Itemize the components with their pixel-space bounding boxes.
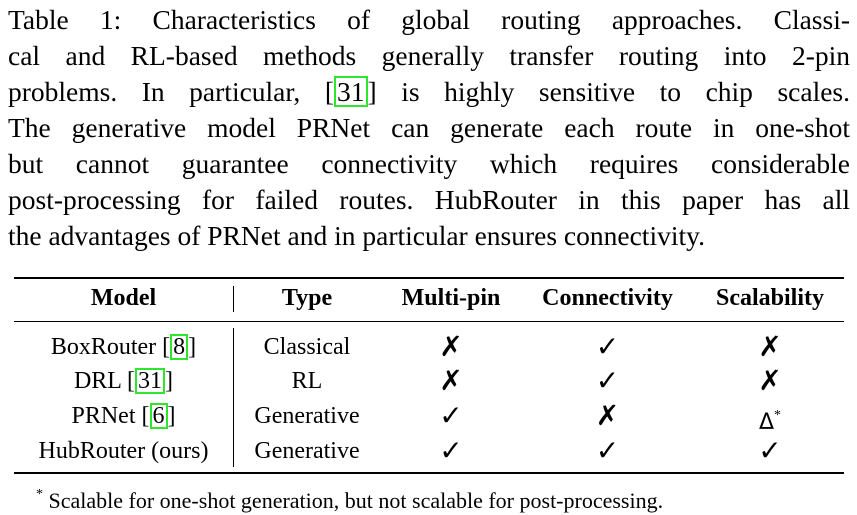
citation-bracket-open: [	[324, 76, 335, 107]
cross-icon: ✗	[595, 399, 620, 432]
citation-link-8[interactable]: 8	[170, 334, 188, 360]
header-connectivity: Connectivity	[542, 285, 673, 311]
table-caption	[8, 2, 850, 254]
table-footnote	[36, 481, 663, 515]
caption-line-1: Table 1: Characteristics of global routing approaches. Classi-	[8, 4, 850, 35]
table-bottom-rule	[14, 472, 844, 474]
citation-bracket-close: ]	[367, 76, 377, 107]
footnote-marker: *	[36, 487, 43, 502]
check-icon: ✓	[439, 434, 463, 467]
caption-line-2: cal and RL-based methods generally transfer routing into 2-pin	[8, 40, 850, 71]
caption-line-4: The generative model PRNet can generate each route in one-shot	[8, 112, 850, 143]
footnote-text: Scalable for one-shot generation, but not scalable for post-processing.	[48, 488, 664, 513]
table-row-type: Generative	[254, 403, 360, 429]
caption-line-3b: is highly sensitive to chip scales.	[401, 76, 850, 107]
caption-line-5: but cannot guarantee connectivity which requires considerable	[8, 148, 850, 179]
table-row-model: PRNet [ 6 ]	[71, 403, 176, 429]
citation-link-31[interactable]: 31	[334, 76, 368, 107]
header-multi-pin: Multi-pin	[401, 285, 501, 311]
table-row-type: Classical	[263, 334, 351, 360]
check-icon: ✓	[595, 330, 620, 363]
header-model: Model	[90, 285, 157, 311]
header-type: Type	[281, 285, 333, 311]
cross-icon: ✗	[758, 330, 782, 363]
cross-icon: ✗	[758, 364, 782, 397]
table-row-type: Generative	[254, 438, 360, 464]
header-scalability: Scalability	[715, 285, 824, 311]
check-icon: ✓	[439, 399, 463, 432]
caption-line-6: post-processing for failed routes. HubRouter in this paper has all	[8, 184, 850, 215]
check-icon: ✓	[595, 364, 620, 397]
cross-icon: ✗	[439, 330, 463, 363]
caption-line-3a: problems. In particular,	[8, 76, 301, 107]
delta-partial-icon: Δ*	[758, 408, 782, 435]
caption-line-3	[8, 74, 850, 110]
table-row-model: HubRouter (ours)	[38, 438, 209, 464]
table-row-model: DRL [ 31 ]	[73, 368, 174, 394]
check-icon: ✓	[595, 434, 620, 467]
citation-link-31[interactable]: 31	[135, 368, 165, 394]
caption-line-7: the advantages of PRNet and in particular ensures connectivity.	[8, 220, 705, 251]
table-header-rule	[14, 321, 844, 322]
citation-link-6[interactable]: 6	[150, 403, 168, 429]
table-row-type: RL	[291, 368, 323, 394]
cross-icon: ✗	[439, 364, 463, 397]
table-row-model: BoxRouter [ 8 ]	[50, 334, 197, 360]
footnote-marker: *	[774, 408, 782, 423]
check-icon: ✓	[758, 434, 782, 467]
table-top-rule	[14, 277, 844, 279]
